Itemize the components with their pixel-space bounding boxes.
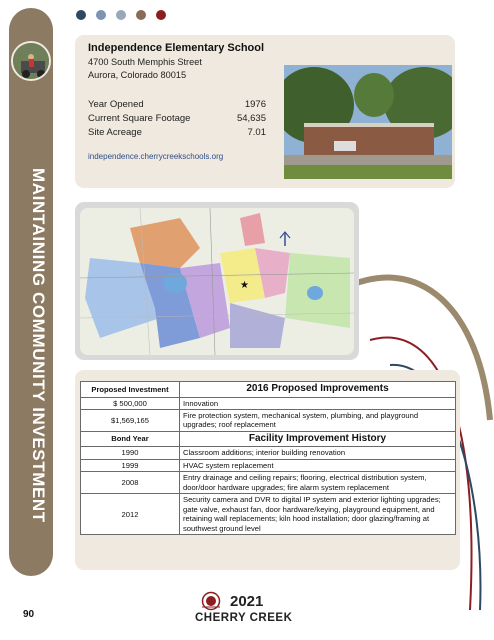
- school-building-photo-icon: [284, 65, 452, 179]
- table-row: [81, 447, 456, 459]
- sidebar-title: MAINTAINING COMMUNITY INVESTMENT: [29, 168, 48, 523]
- header-dots: [76, 10, 166, 20]
- proposed-investment-header: Proposed Investment: [81, 382, 180, 398]
- district-boundary-map-icon: [80, 208, 354, 355]
- bond-year-header: Bond Year: [81, 431, 180, 447]
- table-row: [81, 409, 456, 431]
- history-year: 2012: [81, 494, 180, 535]
- table-row: [81, 397, 456, 409]
- proposed-improvements-title: 2016 Proposed Improvements: [180, 382, 456, 398]
- dot-3: [116, 10, 126, 20]
- dot-2: [96, 10, 106, 20]
- history-year: 2008: [81, 472, 180, 494]
- dot-5: [156, 10, 166, 20]
- school-website-link[interactable]: independence.cherrycreekschools.org: [88, 152, 224, 161]
- stat-label-site-acreage: Site Acreage: [88, 127, 142, 138]
- table-row: [81, 431, 456, 447]
- proposed-description: Innovation: [180, 397, 456, 409]
- improvements-table: [80, 381, 456, 535]
- dot-4: [136, 10, 146, 20]
- stat-value-site-acreage: 7.01: [247, 127, 266, 138]
- proposed-amount: $1,569,165: [81, 409, 180, 431]
- history-year: 1999: [81, 459, 180, 471]
- history-description: Entry drainage and ceiling repairs; flooring, electrical distribution system, door/door hardware upgrades; fire alarm system replacement: [180, 472, 456, 494]
- stat-value-year-opened: 1976: [244, 99, 266, 110]
- proposed-description: Fire protection system, mechanical system, plumbing, and playground upgrades; roof replacement: [180, 409, 456, 431]
- footer-brand: CHERRY CREEK: [195, 612, 293, 624]
- history-description: HVAC system replacement: [180, 459, 456, 471]
- history-description: Classroom additions; interior building renovation: [180, 447, 456, 459]
- school-city: Aurora, Colorado 80015: [88, 70, 187, 80]
- footer-year: 2021: [230, 593, 264, 610]
- stat-label-square-footage: Current Square Footage: [88, 113, 191, 124]
- svg-text:★: ★: [240, 280, 249, 291]
- stat-label-year-opened: Year Opened: [88, 99, 144, 110]
- page-number: 90: [23, 609, 35, 620]
- table-row: [81, 472, 456, 494]
- table-row: [81, 382, 456, 398]
- sidebar: [9, 8, 53, 576]
- table-row: [81, 459, 456, 471]
- school-street: 4700 South Memphis Street: [88, 57, 202, 67]
- facility-history-title: Facility Improvement History: [180, 431, 456, 447]
- table-row: [81, 494, 456, 535]
- dot-1: [76, 10, 86, 20]
- history-year: 1990: [81, 447, 180, 459]
- proposed-amount: $ 500,000: [81, 397, 180, 409]
- cherry-creek-logo-icon: [199, 591, 223, 611]
- history-description: Security camera and DVR to digital IP system and exterior lighting upgrades; gate valve, exhaust fan, door hardware/keying, playground equipment, and retaining wall replacements; kiln hood installation; door glazing/framing at southwest ground level: [180, 494, 456, 535]
- maintenance-workers-photo-icon: [11, 41, 51, 81]
- stat-value-square-footage: 54,635: [236, 113, 266, 124]
- school-name: Independence Elementary School: [88, 42, 265, 54]
- improvements-table-container: [80, 381, 456, 535]
